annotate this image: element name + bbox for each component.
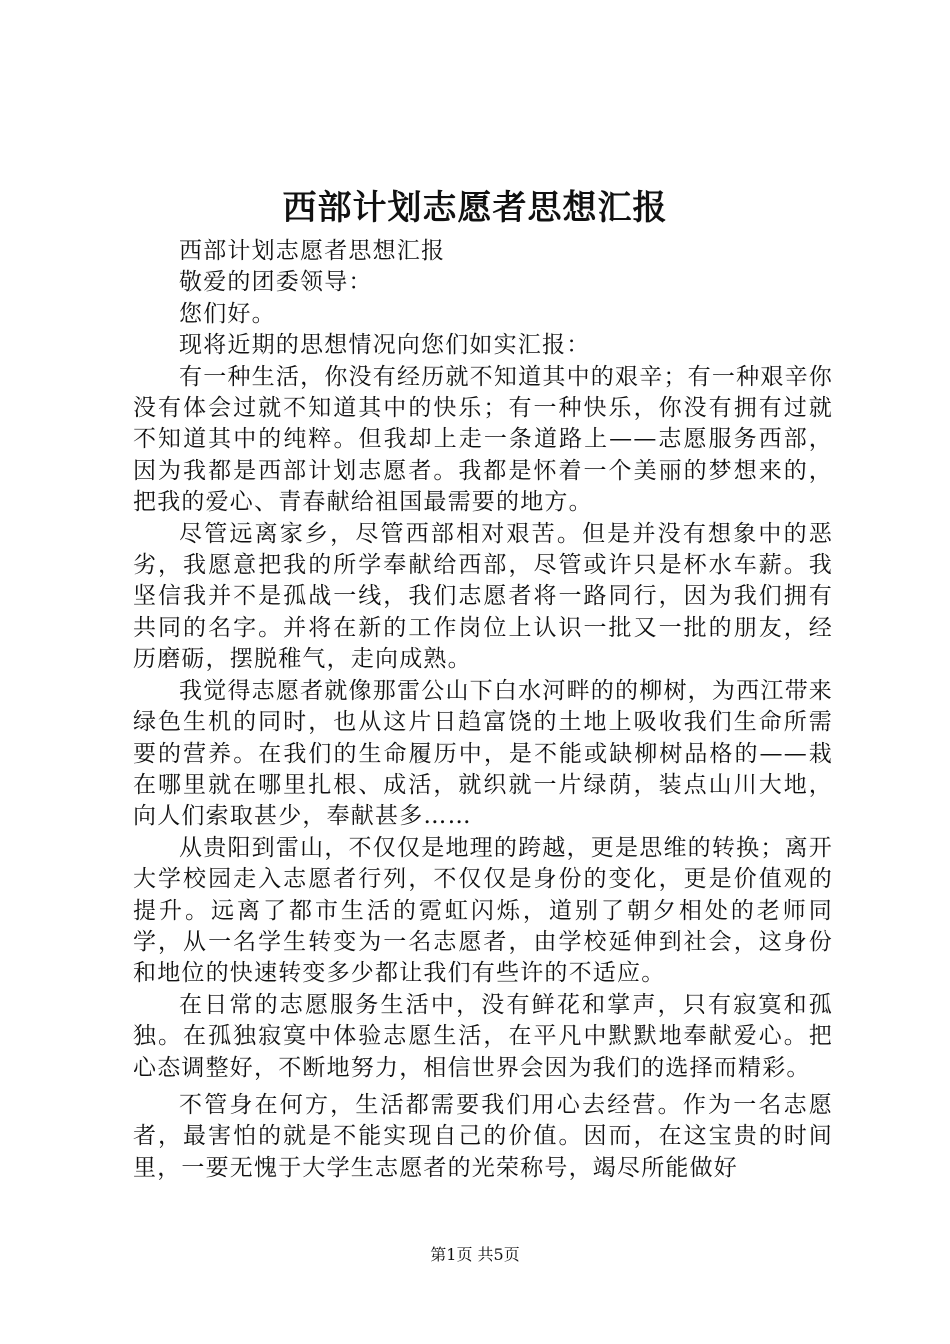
paragraph-body: 有一种生活，你没有经历就不知道其中的艰辛；有一种艰辛你没有体会过就不知道其中的快乐；有一种快乐，你没有拥有过就不知道其中的纯粹。但我却上走一条道路上——志愿服务西部，因为我都是西部计划志愿者。我都是怀着一个美丽的梦想来的，把我的爱心、青春献给祖国最需要的地方。 <box>133 363 833 516</box>
paragraph-heading-repeat: 西部计划志愿者思想汇报 <box>179 238 446 264</box>
paragraph-intro: 现将近期的思想情况向您们如实汇报： <box>179 332 591 359</box>
page-number-footer: 第1页 共5页 <box>430 1245 520 1264</box>
paragraph-salutation: 敬爱的团委领导： <box>179 269 373 296</box>
paragraph-body: 不管身在何方，生活都需要我们用心去经营。作为一名志愿者，最害怕的就是不能实现自己的价值。因而，在这宝贵的时间里，一要无愧于大学生志愿者的光荣称号，竭尽所能做好 <box>133 1091 833 1181</box>
document-body <box>133 236 833 1184</box>
document-title: 西部计划志愿者思想汇报 <box>282 188 668 228</box>
paragraph-body: 从贵阳到雷山，不仅仅是地理的跨越，更是思维的转换；离开大学校园走入志愿者行列，不仅仅是身份的变化，更是价值观的提升。远离了都市生活的霓虹闪烁，道别了朝夕相处的老师同学，从一名学生转变为一名志愿者，由学校延伸到社会，这身份和地位的快速转变多少都让我们有些许的不适应。 <box>133 834 833 987</box>
paragraph-body: 尽管远离家乡，尽管西部相对艰苦。但是并没有想象中的恶劣，我愿意把我的所学奉献给西部，尽管或许只是杯水车薪。我坚信我并不是孤战一线，我们志愿者将一路同行，因为我们拥有共同的名字。并将在新的工作岗位上认识一批又一批的朋友，经历磨砺，摆脱稚气，走向成熟。 <box>133 520 833 673</box>
paragraph-body: 我觉得志愿者就像那雷公山下白水河畔的的柳树，为西江带来绿色生机的同时，也从这片日趋富饶的土地上吸收我们生命所需要的营养。在我们的生命履历中，是不能或缺柳树品格的——栽在哪里就在哪里扎根、成活，就织就一片绿荫，装点山川大地，向人们索取甚少，奉献甚多…… <box>133 677 833 830</box>
paragraph-greeting: 您们好。 <box>179 300 276 327</box>
paragraph-body: 在日常的志愿服务生活中，没有鲜花和掌声，只有寂寞和孤独。在孤独寂寞中体验志愿生活，在平凡中默默地奉献爱心。把心态调整好，不断地努力，相信世界会因为我们的选择而精彩。 <box>133 991 833 1081</box>
